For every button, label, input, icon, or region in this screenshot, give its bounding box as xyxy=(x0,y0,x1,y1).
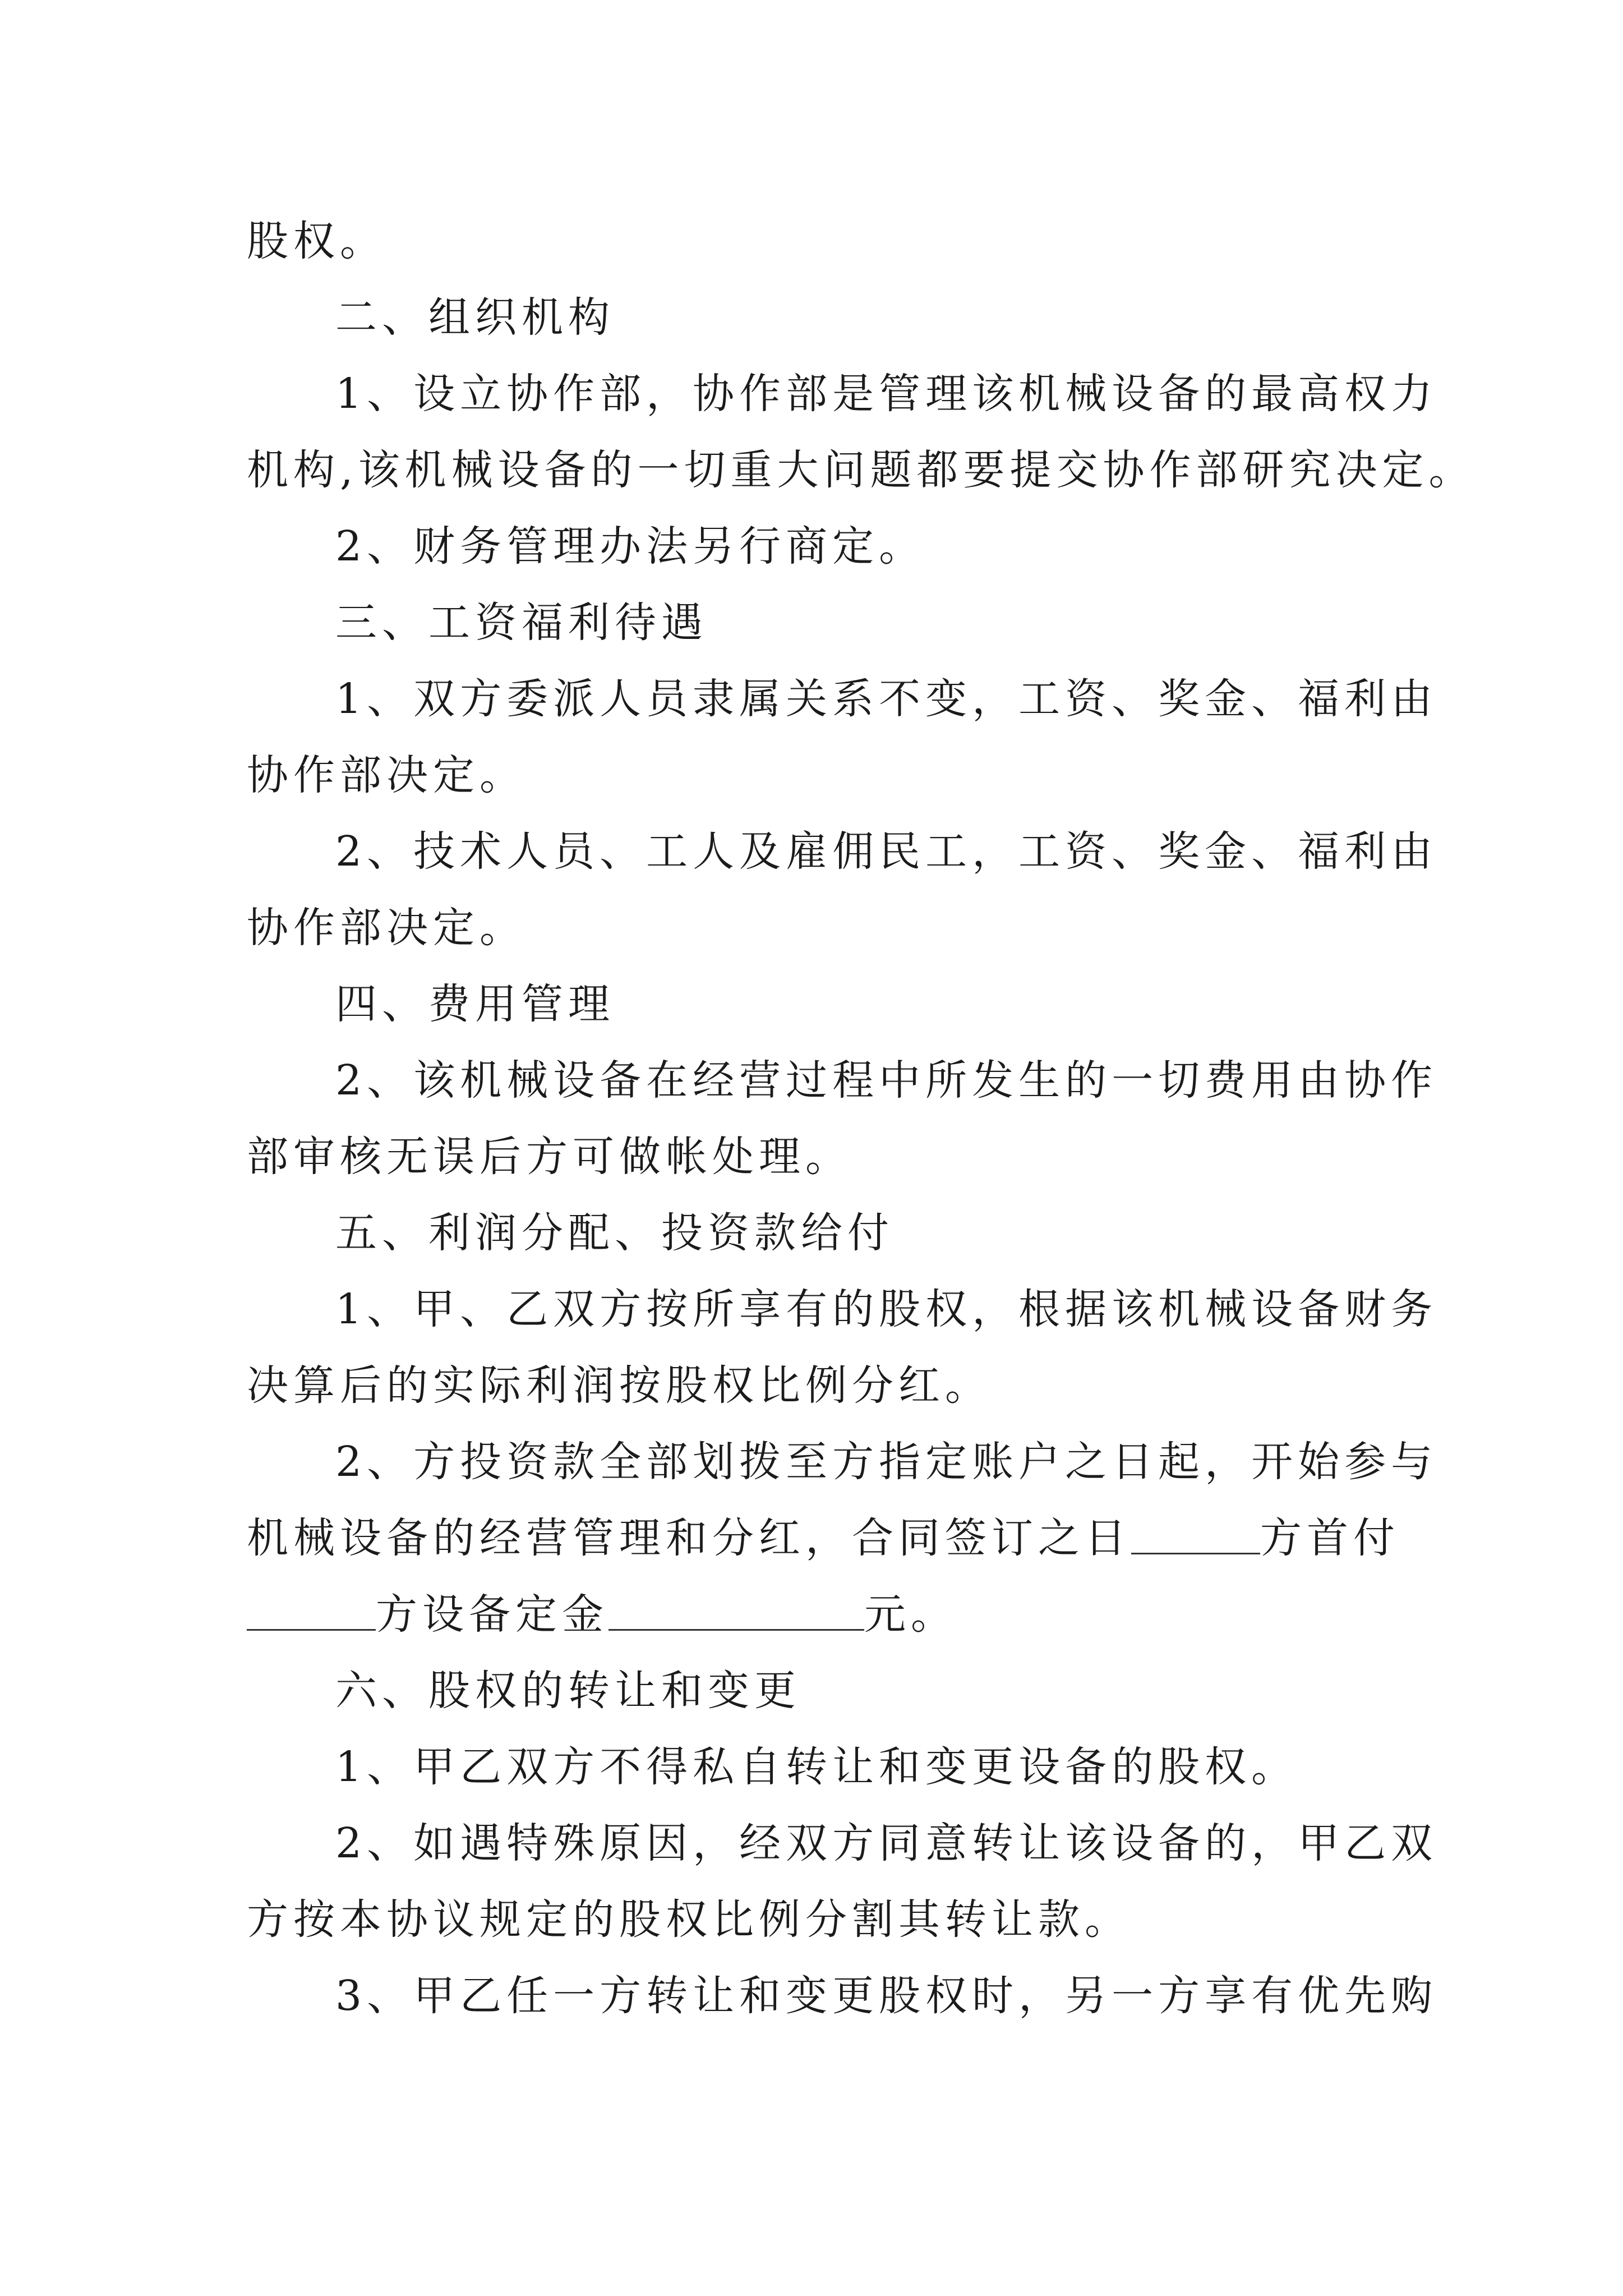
line-text: 方按本协议规定的股权比例分割其转让款。 xyxy=(247,1895,1131,1944)
section-heading xyxy=(0,585,1623,661)
text-line xyxy=(0,508,1623,585)
line-text: 1、设立协作部，协作部是管理该机械设备的最高权力 xyxy=(335,370,1438,418)
line-text: 1、甲、乙双方按所享有的股权，根据该机械设备财务 xyxy=(335,1285,1438,1333)
fill-blank xyxy=(247,1598,376,1631)
text-line xyxy=(0,1042,1623,1119)
text-line xyxy=(0,1958,1623,2034)
line-text: 协作部决定。 xyxy=(247,751,526,799)
line-text: 3、甲乙任一方转让和变更股权时，另一方享有优先购 xyxy=(335,1972,1438,2020)
text-line xyxy=(0,1424,1623,1500)
text-line xyxy=(0,737,1623,813)
line-text: 三、工资福利待遇 xyxy=(335,599,708,647)
section-heading xyxy=(0,966,1623,1042)
line-text: 决算后的实际利润按股权比例分红。 xyxy=(247,1361,992,1410)
line-text: 2、方投资款全部划拨至方指定账户之日起，开始参与 xyxy=(335,1438,1438,1486)
line-text: 元。 xyxy=(864,1590,957,1639)
section-heading xyxy=(0,1653,1623,1729)
fill-blank xyxy=(608,1598,864,1631)
line-text: 协作部决定。 xyxy=(247,904,526,952)
line-text: 2、技术人员、工人及雇佣民工，工资、奖金、福利由 xyxy=(335,827,1438,876)
text-line xyxy=(0,203,1623,279)
line-text: 1、双方委派人员隶属关系不变，工资、奖金、福利由 xyxy=(335,675,1438,723)
text-line xyxy=(0,1119,1623,1195)
line-text: 2、财务管理办法另行商定。 xyxy=(335,522,926,570)
line-text: 机械设备的经营管理和分红，合同签订之日 xyxy=(247,1514,1131,1562)
section-heading xyxy=(0,1195,1623,1271)
text-line xyxy=(0,1805,1623,1881)
text-line xyxy=(0,1500,1623,1576)
line-text: 方设备定金 xyxy=(376,1590,608,1639)
line-text: 股权。 xyxy=(247,217,386,265)
fill-blank xyxy=(1131,1521,1260,1554)
text-line xyxy=(0,813,1623,890)
line-text: 1、甲乙双方不得私自转让和变更设备的股权。 xyxy=(335,1743,1298,1791)
line-text: 部审核无误后方可做帐处理。 xyxy=(247,1133,852,1181)
section-heading xyxy=(0,279,1623,356)
line-text: 2、如遇特殊原因，经双方同意转让该设备的，甲乙双 xyxy=(335,1819,1438,1867)
line-text: 2、该机械设备在经营过程中所发生的一切费用由协作 xyxy=(335,1056,1438,1105)
text-line xyxy=(0,1347,1623,1424)
text-line xyxy=(0,1576,1623,1653)
text-line xyxy=(0,1729,1623,1805)
text-line xyxy=(0,1881,1623,1958)
line-text: 机构,该机械设备的一切重大问题都要提交协作部研究决定。 xyxy=(247,446,1476,494)
text-line xyxy=(0,1271,1623,1347)
text-line xyxy=(0,890,1623,966)
line-text: 六、股权的转让和变更 xyxy=(335,1667,801,1715)
text-line xyxy=(0,432,1623,508)
line-text: 方首付 xyxy=(1260,1514,1400,1562)
line-text: 五、利润分配、投资款给付 xyxy=(335,1209,894,1257)
line-text: 四、费用管理 xyxy=(335,980,615,1028)
line-text: 二、组织机构 xyxy=(335,293,615,342)
text-line xyxy=(0,356,1623,432)
text-line xyxy=(0,661,1623,737)
